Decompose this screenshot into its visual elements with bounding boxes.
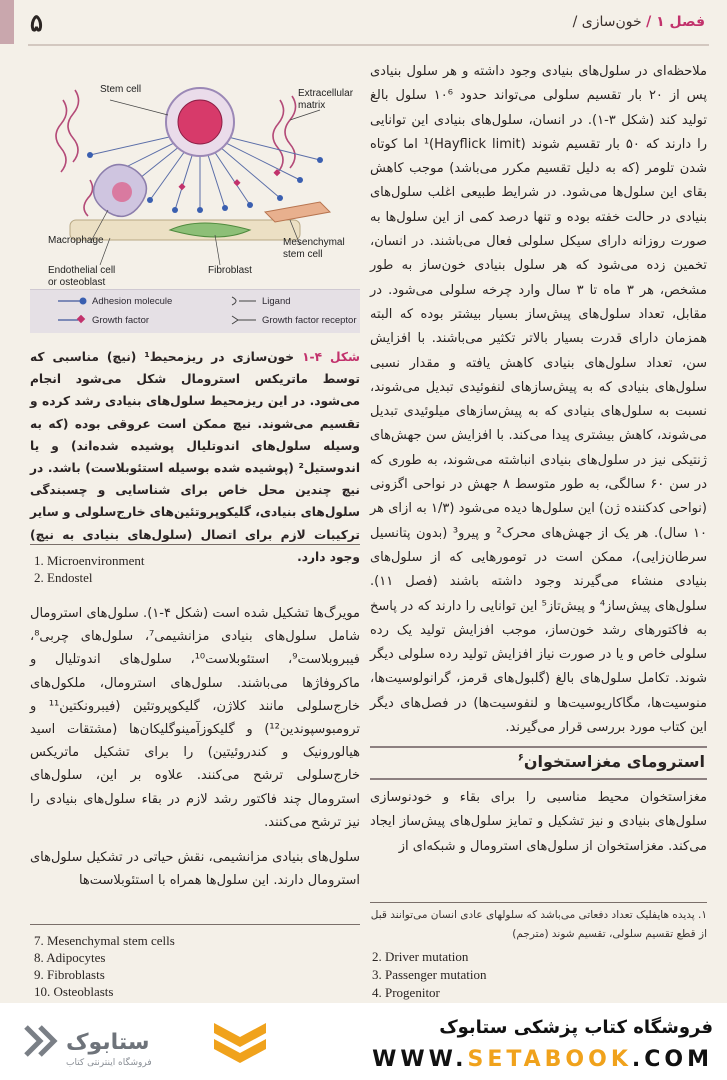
caption-label: شکل ۴-۱	[302, 350, 360, 364]
chapter-title: خون‌سازی /	[572, 14, 642, 30]
right-footnote-rule	[370, 902, 707, 903]
right-body-paragraph: ملاحظه‌ای در سلول‌های بنیادی وجود داشته و هر سلول بنیادی پس از ۲۰ بار تقسیم سلولی می‌تواند حدود ۱۰⁶ سلول بالغ تولید کند (شکل ۳-۱). در انسان، سلول‌های بنیادی این توانایی را دارند که ۵۰ بار تقسیم شوند (Hayflick limit)¹ اما کوتاه شدن تلومر (که به دلیل تقسیم مکرر می‌باشد) موجب کاهش بقای این سلول‌ها می‌شود. در شرایط طبیعی اغلب سلول‌های بنیادی در حالت خفته بوده و تنها درصد کمی از این سلول‌ها به صورت روزانه دارای سیکل سلولی فعال می‌باشند. در انسان، تخمین زده می‌شود که هر سلول بنیادی خون‌ساز به طور مشخص، هر ۳ ماه تا ۳ سال وارد چرخه سلولی می‌شود. در مقابل، تعداد سلول‌های پیش‌ساز بسیار بیشتر بوده که البته همزمان دارای قدرت بسیار بالاتر تکثیر می‌باشند. با افزایش سن، تعداد سلول‌های بنیادی کاهش یافته و مقدار نسبی سلول‌های بنیادی که به پیش‌سازهای لنفوئیدی تبدیل می‌شوند، نسبت به سلول‌های بنیادی که به پیش‌سازهای میلوئیدی تبدیل می‌شوند، کاهش بیشتری پیدا می‌کند. با افزایش سن جهش‌های ژنتیکی نیز در سلول‌های بنیادی انباشته می‌شوند، به طوری که در سن ۶۰ سالگی، به طور متوسط ۸ جهش در نواحی اگزونی (نواحی کدکننده ژن) این سلول‌ها دیده می‌شود (۱/۳ به ازای هر ۱۰ سال). هر یک از جهش‌های محرک² و پیرو³ (بدون پتانسیل سرطان‌زایی)، ممکن است در تومورهایی که از سلول‌های بنیادی منشاء می‌گیرند وجود داشته باشند (فصل ۱۱). سلول‌های پیش‌ساز⁴ و پیش‌تاز⁵ این توانایی را دارند که در پاسخ به فاکتورهای رشد خون‌ساز، موجب افزایش تولید یک رده سلولی خاص و یا در صورت نیاز افزایش تولید رده سلولی دیگر شوند. تکامل سلول‌های بالغ (گلبول‌های قرمز، گرانولوسیت‌ها، منوسیت‌ها، مگاکاریوسیت‌ها و لنفوسیت‌ها) در فصل‌های دیگر این کتاب مورد بررسی قرار می‌گیرند.	[370, 64, 708, 736]
section-title-text: استرومای مغزاستخوان	[523, 752, 705, 771]
footnote-rule-top	[30, 544, 360, 545]
footnote-8: 8. Adipocytes	[34, 950, 106, 965]
logo-text: ستابوک	[66, 1030, 150, 1055]
legend-ligand: Ligand	[262, 296, 291, 307]
url-brand: SETABOOK	[467, 1047, 632, 1072]
stem-cell-nucleus	[178, 100, 222, 144]
legend-growth-factor: Growth factor	[92, 315, 150, 326]
label-macrophage: Macrophage	[48, 235, 104, 246]
right-footnote-fa: ۱. پدیده هایفلیک تعداد دفعاتی می‌باشد که سلولهای عادی انسان می‌توانند قبل از قطع تقسیم سلولی، تقسیم شوند (مترجم)	[370, 909, 707, 940]
running-head	[573, 14, 705, 30]
label-endothelial-1: Endothelial cell	[48, 265, 116, 276]
footnote-1: 1. Microenvironment	[34, 553, 145, 568]
growth-factor-icon	[58, 315, 88, 325]
right-footnote-4: 4. Progenitor	[372, 985, 440, 1000]
label-ecm-1: Extracellular	[298, 88, 354, 99]
store-url[interactable]	[372, 1047, 713, 1072]
legend-gf-receptor: Growth factor receptor	[262, 315, 357, 326]
setabook-logo[interactable]	[18, 1015, 198, 1071]
mesenchymal-stem-cell-shape	[265, 202, 330, 222]
caption-text: خون‌سازی در ریزمحیط¹ (نیچ) مناسبی که توسط ماتریکس استرومال شکل می‌شود انجام می‌شود. در این ریزمحیط سلول‌های بنیادی رشد کرده و تقسیم می‌شوند. نیچ ممکن است عروقی بوده (که به وسیله سلول‌های اندوتلیال پوشیده شده‌اند) و یا اندوستیل² (پوشیده شده بوسیله استئوبلاست) باشد. در نیچ چندین محل خاص برای شناسایی و چسبندگی سلول‌های بنیادی، گلیکوپروتئین‌های خارج‌سلولی و سایر ترکیبات لازم برای اتصال (سلول‌های بنیادی به نیچ) وجود دارد.	[30, 350, 360, 564]
url-suffix: .COM	[631, 1047, 713, 1072]
page-number: ۵	[30, 8, 43, 37]
right-footnote-2: 2. Driver mutation	[372, 949, 469, 964]
section-rule	[370, 746, 707, 748]
section-title-sup: ۶	[517, 752, 524, 764]
label-stem-cell: Stem cell	[100, 84, 142, 95]
label-mesenchymal-2: stem cell	[283, 249, 323, 260]
section-body: مغزاستخوان محیط مناسبی را برای بقاء و خودنوسازی سلول‌های بنیادی و نیز تشکیل و تمایز سلول‌های پیش‌ساز ایجاد می‌کند. مغزاستخوان از سلول‌های استرومال و شبکه‌ای از	[370, 790, 707, 854]
growth-factor-receptor-icon	[230, 315, 258, 325]
figure-caption	[30, 346, 360, 568]
section-rule-bottom	[370, 778, 707, 780]
left-body-paragraph-1: مویرگ‌ها تشکیل شده است (شکل ۴-۱). سلول‌های استرومال شامل سلول‌های بنیادی مزانشیمی⁷، سلول‌های چربی⁸، فیبروبلاست⁹، استئوبلاست¹⁰، سلول‌های اندوتلیال و ماکروفاژها می‌باشند. سلول‌های استرومال، ملکول‌های خارج‌سلولی مانند کلاژن، گلیکوپروتئین (فیبرونکتین¹¹ و ترومبوسپوندین¹²) و گلیکوزآمینوگلیکان‌ها (مشتقات اسید هیالورونیک و کندروئیتین) را برای تشکیل ماتریکس خارج‌سلولی ترشح می‌کنند. علاوه بر این، سلول‌های استرومال چند فاکتور رشد لازم در بقاء سلول‌های بنیادی را نیز ترشح می‌کنند.	[30, 606, 360, 830]
chevron-logo-icon	[210, 1017, 270, 1067]
right-footnote-3: 3. Passenger mutation	[372, 967, 487, 982]
store-name: فروشگاه کتاب پزشکی ستابوک	[439, 1017, 713, 1038]
label-mesenchymal-1: Mesenchymal	[283, 237, 345, 248]
section-title	[518, 752, 705, 771]
chapter-label: فصل ۱ /	[646, 14, 705, 30]
figure-legend	[30, 289, 360, 333]
header-accent-bar	[0, 0, 14, 44]
url-prefix: WWW.	[372, 1047, 468, 1072]
adhesion-molecule-icon	[58, 296, 88, 306]
ligand-icon	[230, 296, 258, 306]
footnote-10: 10. Osteoblasts	[34, 984, 114, 999]
footnote-7: 7. Mesenchymal stem cells	[34, 933, 175, 948]
footnote-rule-bottom	[30, 924, 360, 925]
header-rule	[28, 44, 709, 46]
logo-tagline: فروشگاه اینترنتی کتاب	[66, 1058, 152, 1068]
label-ecm-2: matrix	[298, 100, 326, 111]
label-endothelial-2: or osteoblast	[48, 277, 106, 288]
legend-adhesion: Adhesion molecule	[92, 296, 173, 307]
label-fibroblast: Fibroblast	[208, 265, 252, 276]
footnote-2: 2. Endostel	[34, 570, 93, 585]
left-body-paragraph-2: سلول‌های بنیادی مزانشیمی، نقش حیاتی در تشکیل سلول‌های استرومال دارند. این سلول‌ها همراه با استئوبلاست‌ها	[30, 850, 360, 889]
store-footer	[0, 1003, 727, 1080]
footnote-9: 9. Fibroblasts	[34, 967, 105, 982]
macrophage-nucleus	[112, 182, 132, 202]
